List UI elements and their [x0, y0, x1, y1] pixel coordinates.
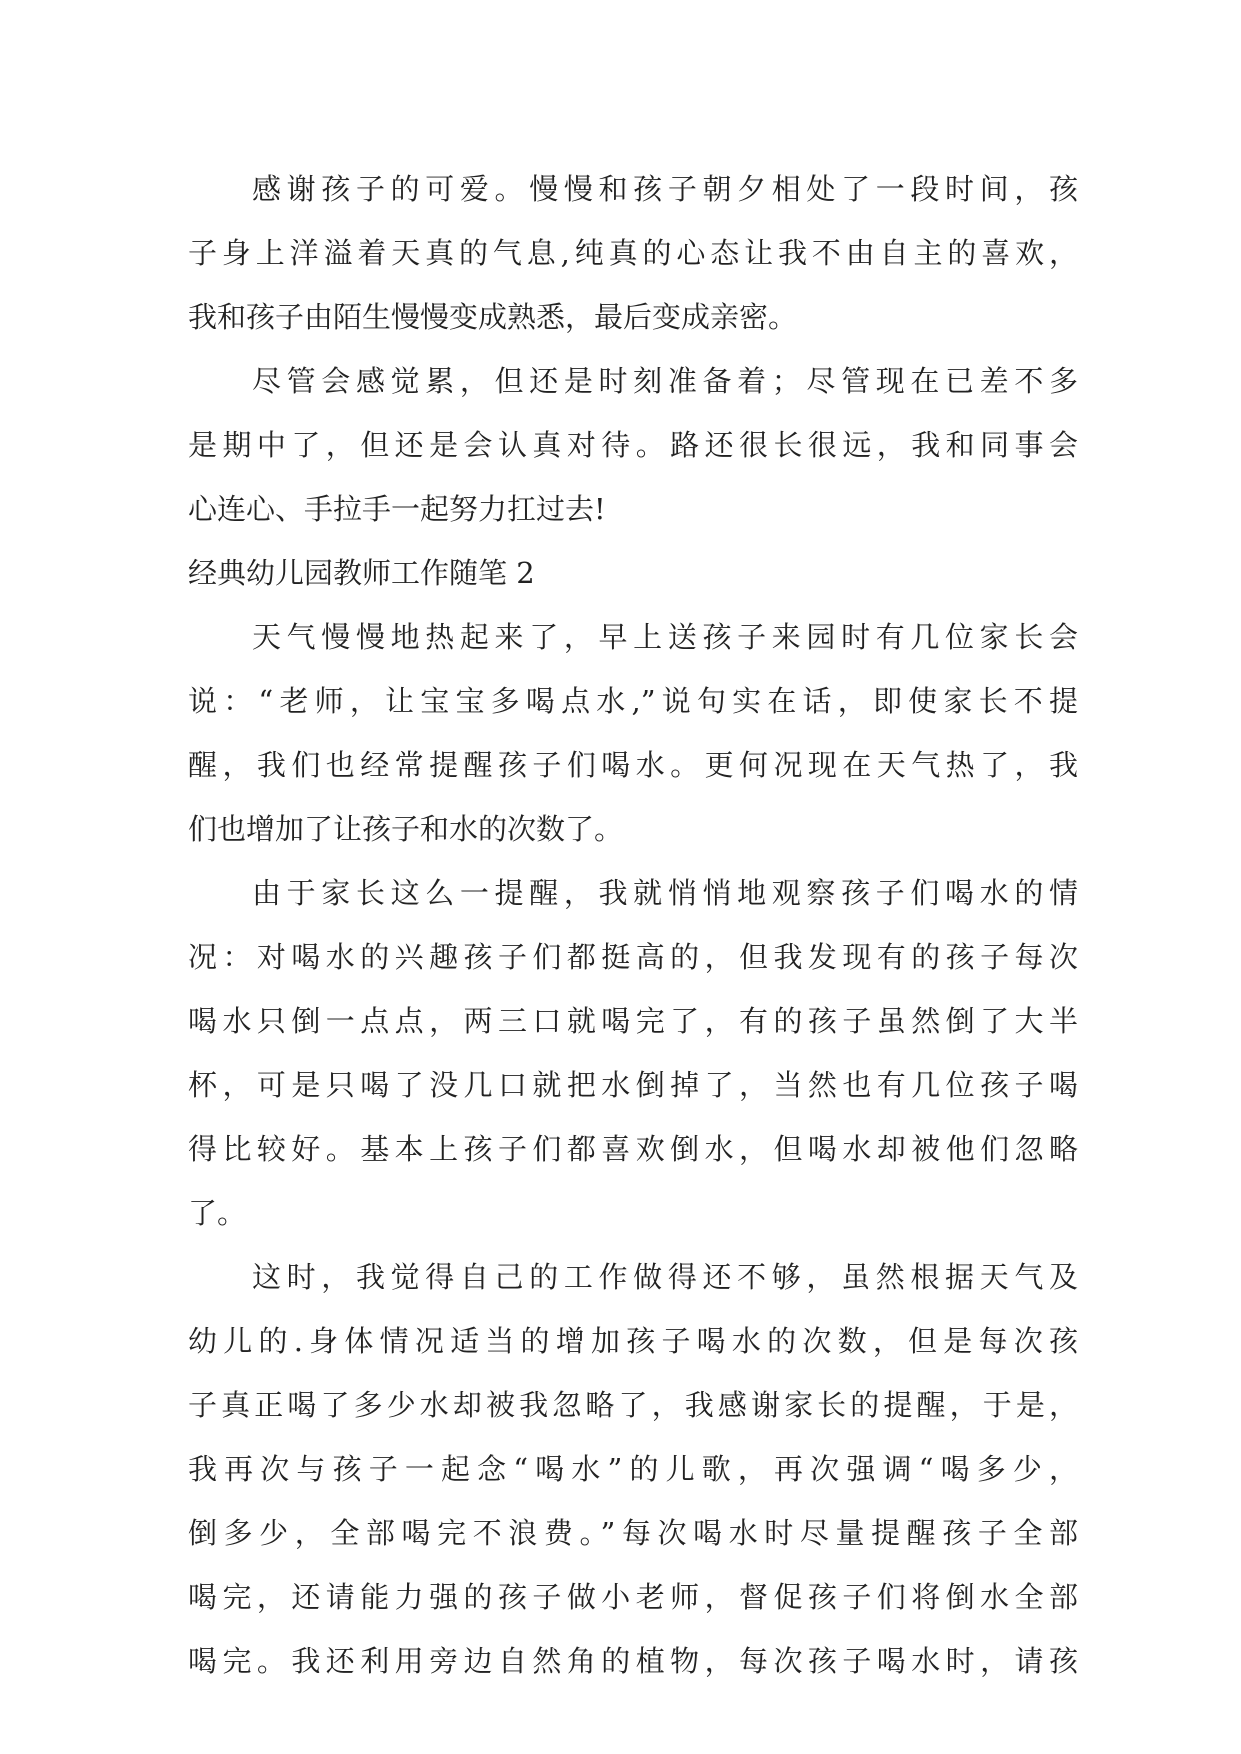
paragraph-line: 我再次与孩子一起念“喝水”的儿歌，再次强调“喝多少， — [188, 1452, 1078, 1486]
paragraph-line: 幼儿的.身体情况适当的增加孩子喝水的次数，但是每次孩 — [188, 1324, 1078, 1358]
paragraph-line: 这时，我觉得自己的工作做得还不够，虽然根据天气及 — [252, 1260, 1078, 1294]
paragraph-line: 子身上洋溢着天真的气息,纯真的心态让我不由自主的喜欢， — [188, 236, 1078, 270]
paragraph-line: 尽管会感觉累，但还是时刻准备着；尽管现在已差不多 — [252, 364, 1078, 398]
paragraph-line: 倒多少，全部喝完不浪费。”每次喝水时尽量提醒孩子全部 — [188, 1516, 1078, 1550]
paragraph-line: 喝水只倒一点点，两三口就喝完了，有的孩子虽然倒了大半 — [188, 1004, 1078, 1038]
paragraph-line: 是期中了，但还是会认真对待。路还很长很远，我和同事会 — [188, 428, 1078, 462]
paragraph-line: 心连心、手拉手一起努力扛过去! — [188, 492, 606, 526]
paragraph-line: 感谢孩子的可爱。慢慢和孩子朝夕相处了一段时间，孩 — [252, 172, 1078, 206]
paragraph-line: 我和孩子由陌生慢慢变成熟悉，最后变成亲密。 — [188, 300, 798, 334]
paragraph-line: 得比较好。基本上孩子们都喜欢倒水，但喝水却被他们忽略 — [188, 1132, 1078, 1166]
paragraph-line: 子真正喝了多少水却被我忽略了，我感谢家长的提醒，于是， — [188, 1388, 1078, 1422]
paragraph-line: 喝完，还请能力强的孩子做小老师，督促孩子们将倒水全部 — [188, 1580, 1078, 1614]
paragraph-line: 由于家长这么一提醒，我就悄悄地观察孩子们喝水的情 — [252, 876, 1078, 910]
paragraph-line: 天气慢慢地热起来了，早上送孩子来园时有几位家长会 — [252, 620, 1078, 654]
paragraph-line: 喝完。我还利用旁边自然角的植物，每次孩子喝水时，请孩 — [188, 1644, 1078, 1678]
paragraph-line: 醒，我们也经常提醒孩子们喝水。更何况现在天气热了，我 — [188, 748, 1078, 782]
paragraph-line: 况：对喝水的兴趣孩子们都挺高的，但我发现有的孩子每次 — [188, 940, 1078, 974]
paragraph-line: 说：“老师，让宝宝多喝点水,”说句实在话，即使家长不提 — [188, 684, 1078, 718]
paragraph-line: 杯，可是只喝了没几口就把水倒掉了，当然也有几位孩子喝 — [188, 1068, 1078, 1102]
paragraph-line: 了。 — [188, 1196, 247, 1230]
paragraph-line: 们也增加了让孩子和水的次数了。 — [188, 812, 624, 846]
section-heading: 经典幼儿园教师工作随笔 2 — [188, 556, 535, 590]
document-body — [188, 157, 1078, 1693]
